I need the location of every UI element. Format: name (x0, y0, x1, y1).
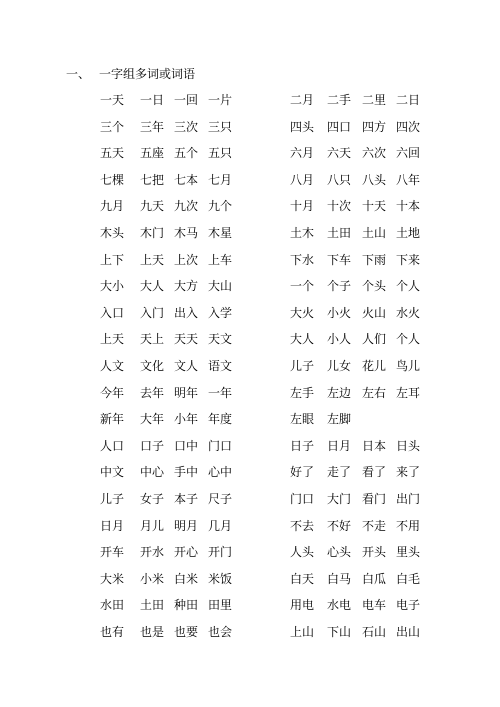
word-right: 左右 (362, 385, 387, 400)
word-left: 木门 (140, 226, 165, 240)
word-right: 左耳 (396, 385, 421, 400)
word-left: 文化 (140, 359, 165, 373)
word-right: 下水 (290, 252, 315, 267)
word-right: 土地 (396, 226, 421, 240)
word-right: 小火 (327, 305, 352, 320)
word-row (0, 119, 500, 135)
word-right: 左手 (290, 385, 315, 400)
word-row (0, 92, 500, 108)
word-left: 明月 (174, 518, 199, 533)
word-left: 日月 (100, 518, 125, 533)
word-right: 个头 (362, 279, 387, 294)
word-left: 七棵 (100, 172, 125, 187)
word-left: 开门 (208, 545, 233, 560)
word-left: 小年 (174, 412, 199, 427)
word-left: 也有 (100, 625, 125, 639)
word-left: 五座 (140, 146, 165, 161)
word-right: 左眼 (290, 412, 315, 427)
word-right: 八月 (290, 172, 315, 187)
word-right: 人头 (290, 545, 315, 560)
word-right: 不去 (290, 518, 315, 533)
word-left: 门口 (208, 438, 233, 453)
word-row (0, 438, 500, 454)
word-left: 土田 (140, 598, 165, 613)
word-left: 七月 (208, 172, 233, 187)
word-right: 火山 (362, 305, 387, 320)
word-left: 上次 (174, 252, 199, 267)
word-left: 也要 (174, 625, 199, 639)
word-left: 人文 (100, 359, 125, 373)
word-row (0, 491, 500, 507)
word-row (0, 597, 500, 613)
word-right: 日头 (396, 438, 421, 453)
word-left: 一日 (140, 93, 165, 107)
word-left: 文人 (174, 359, 199, 373)
word-left: 五个 (174, 146, 199, 161)
word-right: 心头 (327, 545, 352, 560)
word-right: 四口 (327, 119, 352, 134)
word-right: 水电 (327, 598, 352, 613)
word-left: 开心 (174, 545, 199, 560)
word-left: 新年 (100, 412, 125, 427)
word-left: 语文 (208, 359, 233, 373)
word-left: 五天 (100, 146, 125, 161)
word-right: 人们 (362, 332, 387, 347)
word-left: 大方 (174, 279, 199, 294)
word-left: 女子 (140, 492, 165, 506)
word-row (0, 411, 500, 427)
word-right: 二月 (290, 93, 315, 107)
word-left: 米饭 (208, 571, 233, 586)
word-right: 日本 (362, 438, 387, 453)
word-row (0, 385, 500, 401)
word-right: 看门 (362, 492, 387, 506)
word-left: 手中 (174, 465, 199, 480)
word-right: 六回 (396, 146, 421, 161)
word-right: 六天 (327, 146, 352, 161)
word-left: 去年 (140, 385, 165, 400)
word-right: 出山 (396, 625, 421, 639)
word-left: 尺子 (208, 492, 233, 506)
word-left: 大山 (208, 279, 233, 294)
word-right: 石山 (362, 625, 387, 639)
word-left: 九个 (208, 199, 233, 214)
word-left: 白米 (174, 571, 199, 586)
word-row (0, 358, 500, 374)
word-right: 个子 (327, 279, 352, 294)
word-left: 中心 (140, 465, 165, 480)
word-right: 四头 (290, 119, 315, 134)
word-left: 一回 (174, 93, 199, 107)
word-right: 日子 (290, 438, 315, 453)
word-right: 八头 (362, 172, 387, 187)
word-right: 不用 (396, 518, 421, 533)
word-right: 白天 (290, 571, 315, 586)
word-row (0, 518, 500, 534)
word-left: 五只 (208, 146, 233, 161)
word-right: 日月 (327, 438, 352, 453)
word-left: 年度 (208, 412, 233, 427)
word-left: 上下 (100, 252, 125, 267)
word-left: 人口 (100, 438, 125, 453)
word-left: 入学 (208, 305, 233, 320)
word-right: 好了 (290, 465, 315, 480)
word-left: 水田 (100, 598, 125, 613)
word-right: 下山 (327, 625, 352, 639)
word-left: 明年 (174, 385, 199, 400)
word-row (0, 464, 500, 480)
word-left: 一年 (208, 385, 233, 400)
word-left: 大米 (100, 571, 125, 586)
word-left: 种田 (174, 598, 199, 613)
word-right: 大人 (290, 332, 315, 347)
word-left: 开车 (100, 545, 125, 560)
word-left: 九次 (174, 199, 199, 214)
section-heading (66, 66, 195, 82)
word-left: 天文 (208, 332, 233, 347)
word-row (0, 544, 500, 560)
word-row (0, 225, 500, 241)
word-right: 二里 (362, 93, 387, 107)
word-right: 不好 (327, 518, 352, 533)
word-left: 也是 (140, 625, 165, 639)
word-right: 个人 (396, 279, 421, 294)
word-right: 看了 (362, 465, 387, 480)
word-left: 出入 (174, 305, 199, 320)
word-left: 九天 (140, 199, 165, 214)
word-left: 七本 (174, 172, 199, 187)
word-left: 开水 (140, 545, 165, 560)
word-right: 下车 (327, 252, 352, 267)
word-right: 花儿 (362, 359, 387, 373)
word-row (0, 278, 500, 294)
word-right: 门口 (290, 492, 315, 506)
word-left: 天天 (174, 332, 199, 347)
word-right: 四次 (396, 119, 421, 134)
word-right: 个人 (396, 332, 421, 347)
word-right: 土田 (327, 226, 352, 240)
word-row (0, 624, 500, 640)
word-left: 一片 (208, 93, 233, 107)
word-right: 一个 (290, 279, 315, 294)
word-right: 四方 (362, 119, 387, 134)
word-right: 白毛 (396, 571, 421, 586)
word-right: 下雨 (362, 252, 387, 267)
word-left: 月儿 (140, 518, 165, 533)
word-left: 也会 (208, 625, 233, 639)
word-right: 电子 (396, 598, 421, 613)
word-left: 上车 (208, 252, 233, 267)
word-right: 大门 (327, 492, 352, 506)
word-row (0, 571, 500, 587)
word-left: 七把 (140, 172, 165, 187)
word-left: 木马 (174, 226, 199, 240)
word-row (0, 198, 500, 214)
word-left: 三年 (140, 119, 165, 134)
word-left: 儿子 (100, 492, 125, 506)
word-right: 六月 (290, 146, 315, 161)
word-row (0, 252, 500, 268)
word-right: 儿女 (327, 359, 352, 373)
word-left: 口中 (174, 438, 199, 453)
word-right: 来了 (396, 465, 421, 480)
word-left: 几月 (208, 518, 233, 533)
section-title: 一字组多词或词语 (99, 67, 196, 81)
word-left: 大人 (140, 279, 165, 294)
word-left: 入门 (140, 305, 165, 320)
word-right: 十次 (327, 199, 352, 214)
word-right: 鸟儿 (396, 359, 421, 373)
word-right: 十本 (396, 199, 421, 214)
word-left: 木星 (208, 226, 233, 240)
word-right: 下来 (396, 252, 421, 267)
word-right: 用电 (290, 598, 315, 613)
word-right: 白马 (327, 571, 352, 586)
word-left: 木头 (100, 226, 125, 240)
word-right: 十天 (362, 199, 387, 214)
word-left: 口子 (140, 438, 165, 453)
word-right: 电车 (362, 598, 387, 613)
word-left: 三个 (100, 119, 125, 134)
word-left: 大年 (140, 412, 165, 427)
word-row (0, 145, 500, 161)
word-right: 大火 (290, 305, 315, 320)
word-left: 一天 (100, 93, 125, 107)
word-right: 左边 (327, 385, 352, 400)
word-row (0, 331, 500, 347)
word-left: 上天 (140, 252, 165, 267)
word-right: 左脚 (327, 412, 352, 427)
word-left: 入口 (100, 305, 125, 320)
word-left: 上天 (100, 332, 125, 347)
word-right: 六次 (362, 146, 387, 161)
word-right: 十月 (290, 199, 315, 214)
word-right: 二手 (327, 93, 352, 107)
word-right: 土木 (290, 226, 315, 240)
word-right: 水火 (396, 305, 421, 320)
word-left: 今年 (100, 385, 125, 400)
word-row (0, 305, 500, 321)
word-row (0, 172, 500, 188)
word-left: 心中 (208, 465, 233, 480)
word-left: 田里 (208, 598, 233, 613)
word-left: 本子 (174, 492, 199, 506)
word-right: 小人 (327, 332, 352, 347)
word-right: 二日 (396, 93, 421, 107)
word-right: 走了 (327, 465, 352, 480)
word-right: 里头 (396, 545, 421, 560)
word-left: 三次 (174, 119, 199, 134)
word-left: 三只 (208, 119, 233, 134)
word-right: 上山 (290, 625, 315, 639)
word-right: 儿子 (290, 359, 315, 373)
word-right: 开头 (362, 545, 387, 560)
word-left: 九月 (100, 199, 125, 214)
word-right: 八只 (327, 172, 352, 187)
word-right: 土山 (362, 226, 387, 240)
word-left: 大小 (100, 279, 125, 294)
word-left: 小米 (140, 571, 165, 586)
word-right: 不走 (362, 518, 387, 533)
word-left: 天上 (140, 332, 165, 347)
word-right: 八年 (396, 172, 421, 187)
word-right: 白瓜 (362, 571, 387, 586)
word-left: 中文 (100, 465, 125, 480)
section-number: 一、 (66, 67, 91, 81)
word-right: 出门 (396, 492, 421, 506)
